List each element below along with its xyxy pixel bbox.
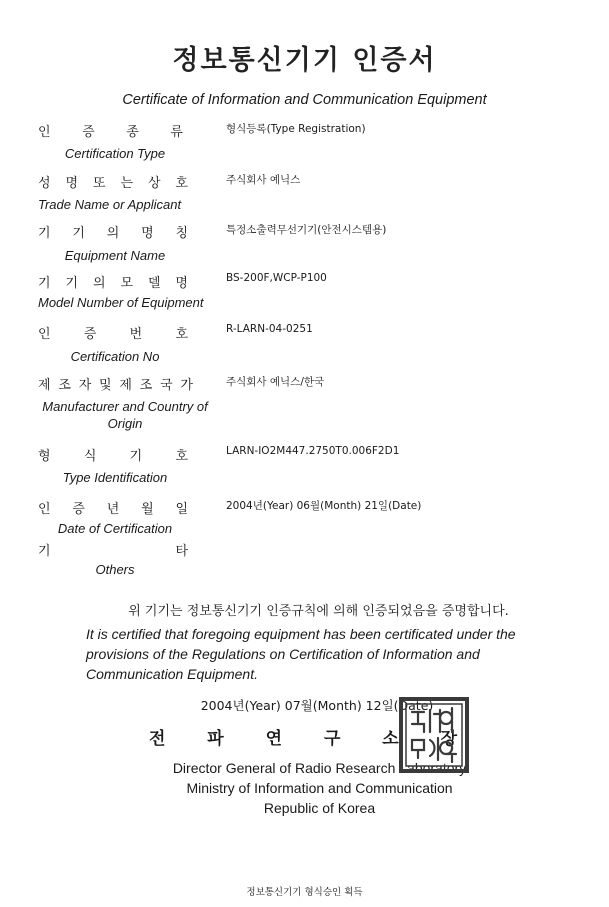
issuer-english-line3: Republic of Korea: [263, 800, 376, 816]
field-label-korean: 제 조 자 및 제 조 국 가: [38, 378, 193, 393]
field-value-equipment-name: 특정소출력무선기기(안전시스템용): [226, 224, 387, 236]
field-label-english: Date of Certification: [57, 521, 173, 536]
field-label-korean: 기 타: [38, 544, 188, 559]
certification-statement-korean: 위 기기는 정보통신기기 인증규칙에 의해 인증되었음을 증명합니다.: [128, 604, 509, 619]
field-label-korean: 기 기 의 명 칭: [38, 226, 188, 241]
field-label-korean: 형 식 기 호: [38, 449, 188, 464]
field-label-korean: 인 증 종 류: [38, 125, 183, 140]
field-value-type-identification: LARN-IO2M447.2750T0.006F2D1: [226, 445, 400, 457]
field-label-english: Equipment Name: [64, 248, 166, 263]
field-label-korean: 기 기 의 모 델 명: [38, 276, 188, 291]
issuer-english-line2: Ministry of Information and Communication: [186, 780, 453, 796]
field-value-certification-no: R-LARN-04-0251: [226, 323, 313, 335]
document-subtitle: Certificate of Information and Communication Equipment: [122, 92, 487, 108]
field-label-english: Certification No: [70, 349, 160, 364]
field-label-korean: 인 증 번 호: [38, 327, 188, 342]
field-value-model-number: BS-200F,WCP-P100: [226, 272, 327, 284]
certification-statement-english: It is certified that foregoing equipment has been certificated under the provisions of the Regulations on Certification of Information and Communication Equipment.: [86, 626, 516, 682]
issuer-english-line1: Director General of Radio Research Laboratory: [172, 760, 467, 776]
field-label-korean: 성 명 또 는 상 호: [38, 176, 188, 191]
field-label-english: Type Identification: [62, 470, 168, 485]
field-label-english: Certification Type: [64, 146, 166, 161]
field-value-date-of-certification: 2004년(Year) 06월(Month) 21일(Date): [226, 500, 422, 512]
field-label-english: Trade Name or Applicant: [38, 197, 182, 212]
field-value-trade-name: 주식회사 예닉스: [226, 174, 301, 186]
field-label-english: Manufacturer and Country of Origin: [42, 399, 208, 431]
document-title: 정보통신기기 인증서: [172, 45, 437, 76]
official-seal-stamp: [398, 696, 470, 774]
field-label-english: Model Number of Equipment: [38, 295, 204, 310]
footer-caption: 정보통신기기 형식승인 획득: [246, 887, 363, 898]
issuer-korean: 전 파 연 구 소 장: [148, 729, 476, 749]
field-label-korean: 인 증 년 월 일: [38, 502, 188, 517]
issue-date: 2004년(Year) 07월(Month) 12일(Date): [200, 698, 434, 713]
field-label-english: Others: [95, 562, 135, 577]
field-value-manufacturer: 주식회사 예닉스/한국: [226, 376, 325, 388]
field-value-certification-type: 형식등록(Type Registration): [226, 123, 366, 135]
